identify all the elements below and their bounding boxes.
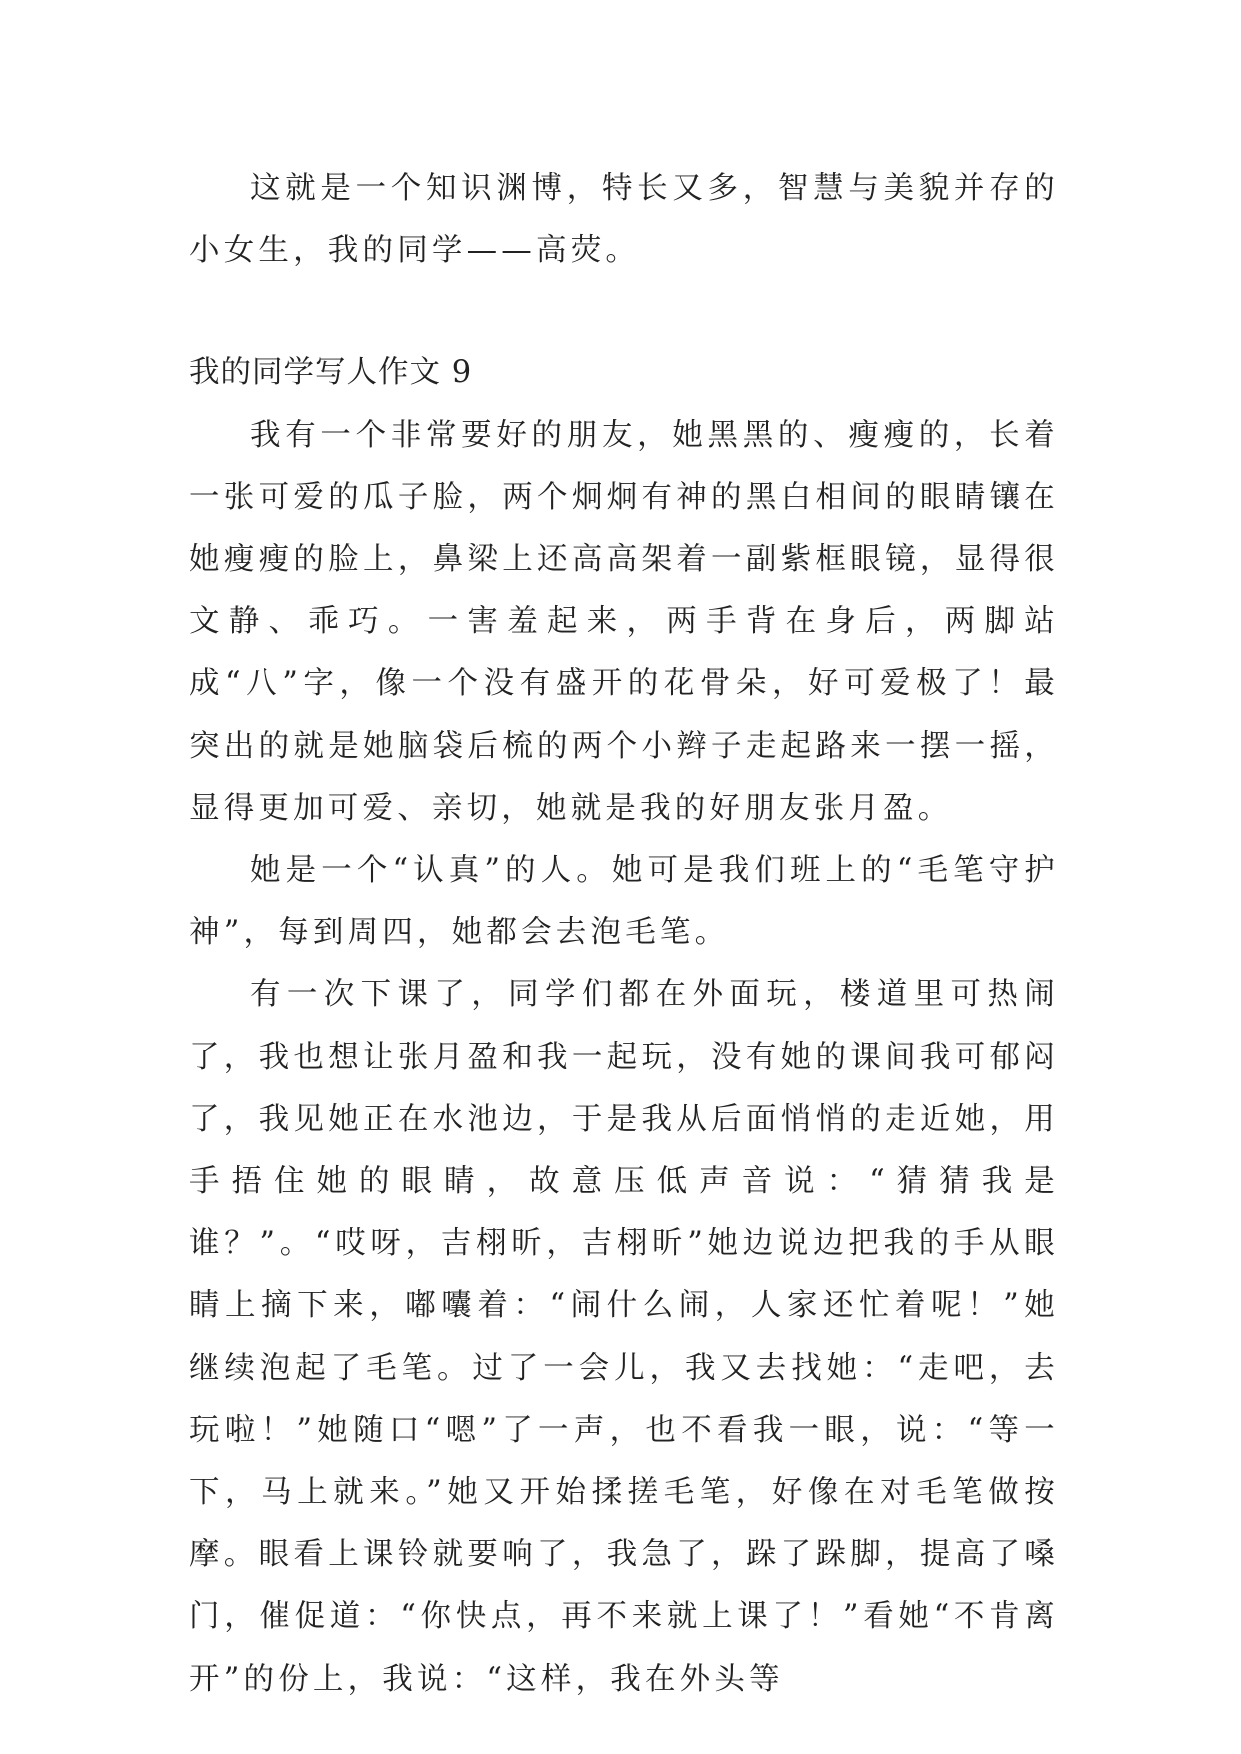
document-body: [189, 158, 1059, 1711]
body-paragraph-2: 她是一个“认真”的人。她可是我们班上的“毛笔守护神”，每到周四，她都会去泡毛笔。: [189, 853, 1059, 951]
body-paragraph-1: 我有一个非常要好的朋友，她黑黑的、瘦瘦的，长着一张可爱的瓜子脸，两个炯炯有神的黑白相间的眼睛镶在她瘦瘦的脸上，鼻梁上还高高架着一副紫框眼镜，显得很文静、乖巧。一害羞起来，两手背在身后，两脚站成“八”字，像一个没有盛开的花骨朵，好可爱极了！最突出的就是她脑袋后梳的两个小辫子走起路来一摆一摇，显得更加可爱、亲切，她就是我的好朋友张月盈。: [189, 417, 1059, 826]
body-paragraph-3: 有一次下课了，同学们都在外面玩，楼道里可热闹了，我也想让张月盈和我一起玩，没有她的课间我可郁闷了，我见她正在水池边，于是我从后面悄悄的走近她，用手捂住她的眼睛，故意压低声音说：“猜猜我是谁？”。“哎呀，吉栩昕，吉栩昕”她边说边把我的手从眼睛上摘下来，嘟囔着：“闹什么闹，人家还忙着呢！”她继续泡起了毛笔。过了一会儿，我又去找她：“走吧，去玩啦！”她随口“嗯”了一声，也不看我一眼，说：“等一下，马上就来。”她又开始揉搓毛笔，好像在对毛笔做按摩。眼看上课铃就要响了，我急了，跺了跺脚，提高了嗓门，催促道：“你快点，再不来就上课了！”看她“不肯离开”的份上，我说：“这样，我在外头等: [189, 977, 1059, 1697]
section-title: 我的同学写人作文 9: [189, 355, 473, 391]
closing-paragraph: 这就是一个知识渊博，特长又多，智慧与美貌并存的小女生，我的同学——高荧。: [189, 171, 1059, 269]
